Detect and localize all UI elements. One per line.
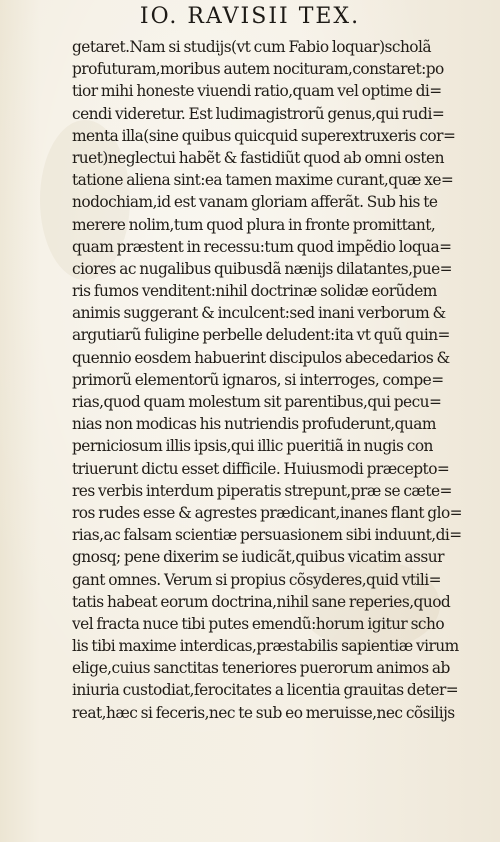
text-line: iniuria custodiat,ferocitates a licentia grauitas deter=: [72, 681, 459, 700]
text-line: animis suggerant & inculcent:sed inani verborum &: [72, 304, 446, 323]
text-line: gant omnes. Verum si propius cõsyderes,quid vtili=: [72, 570, 441, 589]
text-line: gnosq; pene dixerim se iudicãt,quibus vicatim assur: [72, 548, 444, 567]
text-line: res verbis interdum piperatis strepunt,præ se cæte=: [72, 481, 452, 500]
text-line: triuerunt dictu esset difficile. Huiusmodi præcepto=: [72, 459, 450, 478]
text-line: tatione aliena sint:ea tamen maxime curant,quæ xe=: [72, 171, 454, 190]
text-line: nodochiam,id est vanam gloriam afferãt. Sub his te: [72, 193, 438, 212]
text-line: merere nolim,tum quod plura in fronte promittant,: [72, 215, 436, 234]
text-line: quennio eosdem habuerint discipulos abecedarios &: [72, 348, 450, 367]
text-line: argutiarũ fuligine perbelle deludent:ita vt quũ quin=: [72, 326, 450, 345]
text-line: rias,quod quam molestum sit parentibus,qui pecu=: [72, 393, 442, 411]
text-line: primorũ elementorũ ignaros, si interroges, compe=: [72, 370, 444, 389]
text-line: vel fracta nuce tibi putes emendũ:horum igitur scho: [72, 614, 445, 633]
text-line: rias,ac falsam scientiæ persuasionem sibi induunt,di=: [72, 526, 462, 545]
text-line: perniciosum illis ipsis,qui illic pueritiã in nugis con: [72, 437, 433, 456]
body-text: [72, 36, 497, 724]
text-line: tatis habeat eorum doctrina,nihil sane reperies,quod: [72, 592, 451, 611]
text-line: getaret.Nam si studijs(vt cum Fabio loquar)scholã: [72, 38, 432, 56]
text-line: ris fumos venditent:nihil doctrinæ solidæ eorũdem: [72, 282, 437, 301]
text-line: ciores ac nugalibus quibusdã nænijs dilatantes,pue=: [72, 259, 452, 278]
text-line: nias non modicas his nutriendis profuderunt,quam: [72, 415, 436, 434]
text-line: elige,cuius sanctitas teneriores puerorum animos ab: [72, 659, 450, 678]
text-line: tior mihi honeste viuendi ratio,quam vel optime di=: [72, 82, 442, 101]
text-line: quam præstent in recessu:tum quod impẽdio loqua=: [72, 237, 452, 256]
text-line: ros rudes esse & agrestes prædicant,inanes flant glo=: [72, 503, 463, 522]
text-line: reat,hæc si feceris,nec te sub eo meruisse,nec cõsilijs: [72, 703, 455, 722]
text-line: cendi videretur. Est ludimagistrorũ genus,qui rudi=: [72, 104, 445, 123]
text-line: lis tibi maxime interdicas,præstabilis sapientiæ virum: [72, 637, 459, 656]
text-line: ruet)neglectui habẽt & fastidiũt quod ab omni osten: [72, 148, 444, 167]
text-line: menta illa(sine quibus quicquid superextruxeris cor=: [72, 126, 456, 145]
running-title: IO. RAVISII TEX.: [139, 4, 361, 29]
text-line: profuturam,moribus autem nocituram,constaret:po: [72, 60, 444, 79]
